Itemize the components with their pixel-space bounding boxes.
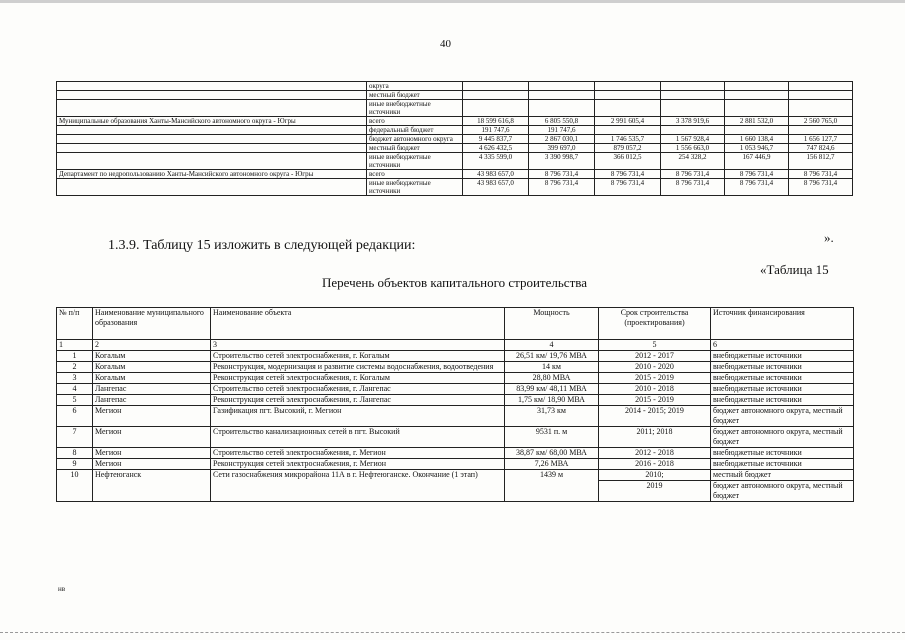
- table-row: [57, 470, 854, 481]
- funding-source-cell: иные внебюджетные источники: [367, 179, 463, 196]
- amount-cell: [789, 91, 853, 100]
- amount-cell: [595, 126, 661, 135]
- table-row: [57, 362, 854, 373]
- term-cell: 2011; 2018: [599, 427, 711, 448]
- amount-cell: 1 567 928,4: [661, 135, 725, 144]
- amount-cell: 1 556 663,0: [661, 144, 725, 153]
- funding-cell: внебюджетные источники: [711, 362, 854, 373]
- term-cell: 2010 - 2018: [599, 384, 711, 395]
- amount-cell: [463, 100, 529, 117]
- term-cell: 2015 - 2019: [599, 395, 711, 406]
- table-row: [57, 179, 853, 196]
- amount-cell: 191 747,6: [463, 126, 529, 135]
- header-municipality: Наименование муниципального образования: [93, 308, 211, 340]
- table-row: [57, 117, 853, 126]
- col-num: 4: [505, 340, 599, 351]
- table-row: [57, 448, 854, 459]
- table-row: [57, 144, 853, 153]
- funding-cell: внебюджетные источники: [711, 459, 854, 470]
- municipality-cell: Лангепас: [93, 395, 211, 406]
- object-cell: Газификация пгт. Высокий, г. Мегион: [211, 406, 505, 427]
- amount-cell: 366 012,5: [595, 153, 661, 170]
- amount-cell: [595, 91, 661, 100]
- page-number: 40: [440, 38, 451, 50]
- amount-cell: 2 867 030,1: [529, 135, 595, 144]
- funding-cell: внебюджетные источники: [711, 373, 854, 384]
- capacity-cell: 26,51 км/ 19,76 МВА: [505, 351, 599, 362]
- capacity-cell: 14 км: [505, 362, 599, 373]
- amount-cell: 3 378 919,6: [661, 117, 725, 126]
- table-row: [57, 91, 853, 100]
- amount-cell: [661, 100, 725, 117]
- object-cell: Реконструкция сетей электроснабжения, г. Мегион: [211, 459, 505, 470]
- col-num: 1: [57, 340, 93, 351]
- amount-cell: 9 445 837,7: [463, 135, 529, 144]
- object-cell: Строительство канализационных сетей в пгт. Высокий: [211, 427, 505, 448]
- capacity-cell: 9531 п. м: [505, 427, 599, 448]
- amount-cell: [789, 82, 853, 91]
- capacity-cell: 83,99 км/ 48,11 МВА: [505, 384, 599, 395]
- term-cell: 2016 - 2018: [599, 459, 711, 470]
- funding-cell: внебюджетные источники: [711, 395, 854, 406]
- amount-cell: 399 697,0: [529, 144, 595, 153]
- table-row: [57, 135, 853, 144]
- organization-cell: Муниципальные образования Ханты-Мансийского автономного округа - Югры: [57, 117, 367, 126]
- funding-cell: бюджет автономного округа, местный бюджет: [711, 427, 854, 448]
- table-row: [57, 170, 853, 179]
- row-number-cell: 8: [57, 448, 93, 459]
- organization-cell: [57, 153, 367, 170]
- amount-cell: [789, 100, 853, 117]
- object-cell: Строительство сетей электроснабжения, г. Лангепас: [211, 384, 505, 395]
- amount-cell: 191 747,6: [529, 126, 595, 135]
- footer-code: нв: [58, 585, 66, 593]
- object-cell: Строительство сетей электроснабжения, г. Когалым: [211, 351, 505, 362]
- amount-cell: [463, 91, 529, 100]
- capacity-cell: 31,73 км: [505, 406, 599, 427]
- amount-cell: [595, 82, 661, 91]
- amount-cell: [595, 100, 661, 117]
- amount-cell: [789, 126, 853, 135]
- amount-cell: 747 824,6: [789, 144, 853, 153]
- table-row: [57, 153, 853, 170]
- organization-cell: [57, 144, 367, 153]
- amount-cell: 18 599 616,8: [463, 117, 529, 126]
- organization-cell: Департамент по недропользованию Ханты-Мансийского автономного округа - Югры: [57, 170, 367, 179]
- amount-cell: [725, 100, 789, 117]
- capital-construction-table: [56, 307, 854, 502]
- column-number-row: [57, 340, 854, 351]
- amount-cell: 43 983 657,0: [463, 179, 529, 196]
- object-cell: Реконструкция, модернизация и развитие системы водоснабжения, водоотведения: [211, 362, 505, 373]
- table-row: [57, 395, 854, 406]
- funding-cell: внебюджетные источники: [711, 384, 854, 395]
- amount-cell: [661, 82, 725, 91]
- amount-cell: 2 881 532,0: [725, 117, 789, 126]
- term-cell: 2010 - 2020: [599, 362, 711, 373]
- amount-cell: 879 057,2: [595, 144, 661, 153]
- header-object: Наименование объекта: [211, 308, 505, 340]
- funding-cell: внебюджетные источники: [711, 448, 854, 459]
- municipality-cell: Нефтеюганск: [93, 470, 211, 502]
- term-cell: 2010;: [599, 470, 711, 481]
- amount-cell: 167 446,9: [725, 153, 789, 170]
- funding-cell: бюджет автономного округа, местный бюджет: [711, 481, 854, 502]
- row-number-cell: 4: [57, 384, 93, 395]
- table-row: [57, 100, 853, 117]
- funding-source-cell: всего: [367, 170, 463, 179]
- municipality-cell: Когалым: [93, 373, 211, 384]
- term-cell: 2015 - 2019: [599, 373, 711, 384]
- amount-cell: 8 796 731,4: [725, 179, 789, 196]
- amount-cell: [661, 91, 725, 100]
- row-number-cell: 6: [57, 406, 93, 427]
- funding-cell: бюджет автономного округа, местный бюджет: [711, 406, 854, 427]
- term-cell: 2012 - 2017: [599, 351, 711, 362]
- table-row: [57, 406, 854, 427]
- organization-cell: [57, 179, 367, 196]
- municipality-cell: Лангепас: [93, 384, 211, 395]
- amount-cell: 4 335 599,0: [463, 153, 529, 170]
- funding-cell: местный бюджет: [711, 470, 854, 481]
- municipality-cell: Когалым: [93, 351, 211, 362]
- object-cell: Сети газоснабжения микрорайона 11А в г. Нефтеюганске. Окончание (1 этап): [211, 470, 505, 502]
- amount-cell: [529, 100, 595, 117]
- col-num: 3: [211, 340, 505, 351]
- table-row: [57, 351, 854, 362]
- funding-source-cell: федеральный бюджет: [367, 126, 463, 135]
- funding-source-cell: местный бюджет: [367, 144, 463, 153]
- table-row: [57, 126, 853, 135]
- object-cell: Строительство сетей электроснабжения, г. Мегион: [211, 448, 505, 459]
- amount-cell: 1 053 946,7: [725, 144, 789, 153]
- row-number-cell: 3: [57, 373, 93, 384]
- amount-cell: 4 626 432,5: [463, 144, 529, 153]
- municipality-cell: Мегион: [93, 459, 211, 470]
- amount-cell: 43 983 657,0: [463, 170, 529, 179]
- organization-cell: [57, 91, 367, 100]
- table-header-row: [57, 308, 854, 340]
- term-cell: 2012 - 2018: [599, 448, 711, 459]
- amount-cell: [529, 91, 595, 100]
- amount-cell: 1 746 535,7: [595, 135, 661, 144]
- capacity-cell: 1,75 км/ 18,90 МВА: [505, 395, 599, 406]
- municipality-cell: Мегион: [93, 448, 211, 459]
- amount-cell: 1 656 127,7: [789, 135, 853, 144]
- funding-source-cell: местный бюджет: [367, 91, 463, 100]
- row-number-cell: 9: [57, 459, 93, 470]
- table-label: «Таблица 15: [760, 262, 829, 277]
- list-title: Перечень объектов капитального строительства: [322, 275, 587, 290]
- term-cell: 2014 - 2015; 2019: [599, 406, 711, 427]
- table-row: [57, 384, 854, 395]
- capacity-cell: 28,80 МВА: [505, 373, 599, 384]
- amount-cell: 8 796 731,4: [789, 179, 853, 196]
- amount-cell: 8 796 731,4: [661, 179, 725, 196]
- header-funding: Источник финансирования: [711, 308, 854, 340]
- organization-cell: [57, 135, 367, 144]
- amount-cell: [725, 82, 789, 91]
- amount-cell: [529, 82, 595, 91]
- funding-source-cell: бюджет автономного округа: [367, 135, 463, 144]
- header-number: № п/п: [57, 308, 93, 340]
- col-num: 6: [711, 340, 854, 351]
- capacity-cell: 38,87 км/ 68,00 МВА: [505, 448, 599, 459]
- row-number-cell: 10: [57, 470, 93, 502]
- organization-cell: [57, 100, 367, 117]
- amount-cell: 3 390 998,7: [529, 153, 595, 170]
- amount-cell: 2 560 765,0: [789, 117, 853, 126]
- capacity-cell: 7,26 МВА: [505, 459, 599, 470]
- funding-table-continuation: [56, 81, 853, 196]
- scan-edge-top: [0, 0, 905, 3]
- table-row: [57, 427, 854, 448]
- funding-source-cell: округа: [367, 82, 463, 91]
- organization-cell: [57, 82, 367, 91]
- table-row: [57, 373, 854, 384]
- funding-source-cell: иные внебюджетные источники: [367, 100, 463, 117]
- amount-cell: 8 796 731,4: [661, 170, 725, 179]
- amount-cell: 156 812,7: [789, 153, 853, 170]
- funding-source-cell: всего: [367, 117, 463, 126]
- header-term: Срок строительства (проектирования): [599, 308, 711, 340]
- table-row: [57, 82, 853, 91]
- organization-cell: [57, 126, 367, 135]
- amount-cell: 2 991 605,4: [595, 117, 661, 126]
- term-cell: 2019: [599, 481, 711, 502]
- amendment-heading: 1.3.9. Таблицу 15 изложить в следующей редакции:: [108, 238, 416, 253]
- col-num: 2: [93, 340, 211, 351]
- amount-cell: 8 796 731,4: [595, 179, 661, 196]
- header-capacity: Мощность: [505, 308, 599, 340]
- amount-cell: 8 796 731,4: [595, 170, 661, 179]
- amount-cell: 8 796 731,4: [529, 179, 595, 196]
- municipality-cell: Мегион: [93, 406, 211, 427]
- col-num: 5: [599, 340, 711, 351]
- amount-cell: 8 796 731,4: [789, 170, 853, 179]
- amount-cell: 254 328,2: [661, 153, 725, 170]
- amount-cell: [463, 82, 529, 91]
- funding-source-cell: иные внебюджетные источники: [367, 153, 463, 170]
- row-number-cell: 2: [57, 362, 93, 373]
- amount-cell: 6 805 550,8: [529, 117, 595, 126]
- scan-edge-bottom: [0, 632, 905, 634]
- municipality-cell: Мегион: [93, 427, 211, 448]
- table-row: [57, 459, 854, 470]
- amount-cell: 1 660 138,4: [725, 135, 789, 144]
- capacity-cell: 1439 м: [505, 470, 599, 502]
- object-cell: Реконструкция сетей электроснабжения, г. Лангепас: [211, 395, 505, 406]
- object-cell: Реконструкция сетей электроснабжения, г. Когалым: [211, 373, 505, 384]
- amount-cell: 8 796 731,4: [725, 170, 789, 179]
- row-number-cell: 7: [57, 427, 93, 448]
- row-number-cell: 1: [57, 351, 93, 362]
- municipality-cell: Когалым: [93, 362, 211, 373]
- funding-cell: внебюджетные источники: [711, 351, 854, 362]
- amount-cell: 8 796 731,4: [529, 170, 595, 179]
- amount-cell: [661, 126, 725, 135]
- closing-quote: ».: [824, 230, 834, 245]
- row-number-cell: 5: [57, 395, 93, 406]
- amount-cell: [725, 91, 789, 100]
- amount-cell: [725, 126, 789, 135]
